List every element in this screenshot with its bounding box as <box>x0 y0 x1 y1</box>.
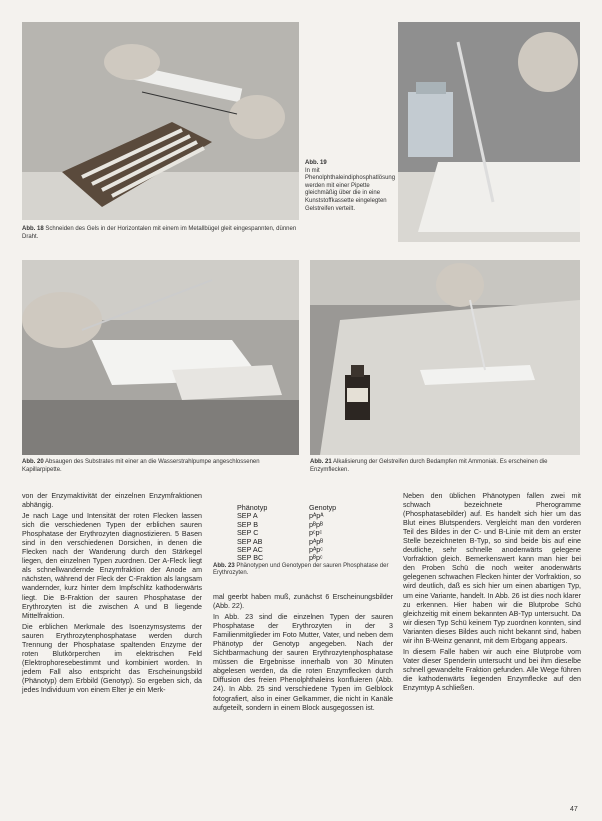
table-cell-genotype: pᴬpᴮ <box>309 536 324 546</box>
caption-abb18 <box>22 226 312 241</box>
table-cell-phenotype: SEP C <box>237 528 259 538</box>
table-cell-phenotype: SEP BC <box>237 553 264 563</box>
caption-abb18-number: Abb. 18 <box>22 226 44 232</box>
table-cell-genotype: pᴮpᶜ <box>309 553 323 563</box>
text-column-1 <box>22 492 202 697</box>
caption-abb23-text: Phänotypen und Genotypen der sauren Phosphatase der Erythrozyten. <box>213 563 389 577</box>
text-column-2 <box>213 593 393 715</box>
table-header-phenotype: Phänotyp <box>237 503 268 512</box>
table-cell-genotype: pᴬpᶜ <box>309 545 323 555</box>
phenotype-table <box>213 504 393 563</box>
table-header-genotype: Genotyp <box>309 503 337 512</box>
caption-abb23-number: Abb. 23 <box>213 563 235 569</box>
caption-abb21 <box>310 459 580 474</box>
table-cell-phenotype: SEP B <box>237 519 259 529</box>
photo-abb21 <box>310 260 580 455</box>
caption-abb19-number: Abb. 19 <box>305 160 327 166</box>
table-cell-phenotype: SEP A <box>237 511 258 521</box>
caption-abb19 <box>305 160 396 213</box>
caption-abb20-text: Absaugen des Substrates mit einer an die Wasserstrahlpumpe angeschlossenen Kapillarpipette. <box>22 459 260 473</box>
table-row <box>213 554 393 562</box>
col1-paragraph-2: Je nach Lage und Intensität der roten Flecken lassen sich die verschiedenen Typen der erblichen sauren Phosphatase der Erythrozyten diagnostizieren. 5 Basen sind in den verschiedenen Dorsichen, in denen die Flecken nach der Wanderung durch den Stärkegel liegen, den einzelnen Typen zuordnen. Der A-Fleck liegt als schnellwandernde Enzymfraktion der Anode am nächsten, während der Fleck der C-Fraktion als langsam wandernder, kurz hinter dem Impfschlitz kathodenwärts liegt. Die B-Fraktion der sauren Phosphatase der Erythrozyten ist die zwischen A und B liegende Mittelfraktion. <box>22 512 202 620</box>
table-cell-genotype: pᴬpᴬ <box>309 511 324 521</box>
photo-abb18 <box>22 22 299 220</box>
col2-paragraph-1: mal geerbt haben muß, zunächst 6 Erscheinungsbilder (Abb. 22). <box>213 593 393 611</box>
caption-abb19-text: In mit Phenolphthaleindiphosphatlösung werden mit einer Pipette gleichmäßig über die in eine Kunststoffkassette eingelegten Gelstreifen verteilt. <box>305 167 396 212</box>
caption-abb23 <box>213 563 393 578</box>
col1-paragraph-3: Die erblichen Merkmale des Isoenzymsystems der sauren Erythrozytenphosphatase werden durch Trennung der Phosphatase spaltenden Enzyme der roten Blutkörperchen im elektrischen Feld (Elektrophoresebestimmt und kombiniert worden. In jedem Fall also entspricht das Erscheinungsbild (Phänotyp) dem Erbbild (Genotyp). So ergeben sich, da jedes Individuum von einem Elter je ein Merk- <box>22 622 202 694</box>
table-cell-phenotype: SEP AC <box>237 545 263 555</box>
photo-abb19 <box>398 22 580 242</box>
text-column-3 <box>403 492 581 695</box>
table-cell-phenotype: SEP AB <box>237 536 263 546</box>
col3-paragraph-1: Neben den üblichen Phänotypen fallen zwei mit schwach bezeichnete Pherogramme (Phosphatasebilder) auf. Es handelt sich hier um das Blut eines Blutspenders. Vergleicht man den vorderen Teil des Bildes in der C- und B-Linie mit dem an erster Stelle bezeichneten B-Typ, so sind beide bis auf eine deutliche, sehr schnelle anodenwärts gelegene Vorfraktion gleich. Bemerkenswert kann man hier bei den Proben Schü die noch weiter anodenwärts gelegenen schwachen Flecken hinter der Vorfraktion, so wird deutlich, daß es sich hier um einen abartigen Typ, um eine Variante, handelt. In Abb. 26 ist dies noch klarer zu erkennen. Hier haben wir die Blutprobe Schü gleichzeitig mit einem bekannten AB-Typ untersucht. Da wir diesen Typ Schü keinem Typ zuordnen konnten, sind Varianten dieses Bildes auch nicht bekannt sind, haben wir ihn B-Weinz genannt, mit dem Erbgang appears. <box>403 492 581 645</box>
page-number: 47 <box>570 806 578 813</box>
table-cell-genotype: pᴮpᴮ <box>309 519 323 529</box>
caption-abb21-number: Abb. 21 <box>310 459 332 465</box>
photo-abb20 <box>22 260 299 455</box>
col1-paragraph-1: von der Enzymaktivität der einzelnen Enzymfraktionen abhängig. <box>22 492 202 510</box>
caption-abb21-text: Alkalisierung der Gelstreifen durch Bedampfen mit Ammoniak. Es erscheinen die Enzymflecken. <box>310 459 548 473</box>
caption-abb20 <box>22 459 300 474</box>
col2-paragraph-2: In Abb. 23 sind die einzelnen Typen der sauren Phosphatase der Erythrozyten in der 3 Familienmitglieder im Foto Mutter, Vater, und neben dem Phänotyp der Genotyp angegeben. Nach der Sichtbarmachung der sauren Erythrozytenphosphatase müssen die Ergebnisse innerhalb von 30 Minuten abgelesen werden, da die roten Enzymflecken durch Diffusion des freien Phenolphthaleins konfluieren (Abb. 24). In Abb. 25 sind verschiedene Typen im Gelblock fotografiert, also in einer Gelkammer, die nicht in Kanäle aufgeteilt, sondern in einem Block ausgegossen ist. <box>213 613 393 712</box>
table-cell-genotype: pᶜpᶜ <box>309 528 323 538</box>
caption-abb18-text: Schneiden des Gels in der Horizontalen mit einem im Metallbügel gleit eingespannten, dünnen Draht. <box>22 226 297 240</box>
caption-abb20-number: Abb. 20 <box>22 459 44 465</box>
col3-paragraph-2: In diesem Falle haben wir auch eine Blutprobe vom Vater dieser Spenderin untersucht und bei ihm dieselbe schnell gewandelte Fraktion gefunden. Alle Wege führen die kathodenwärts liegenden Enzymflecke auf den Enzymtyp A schließen. <box>403 647 581 692</box>
